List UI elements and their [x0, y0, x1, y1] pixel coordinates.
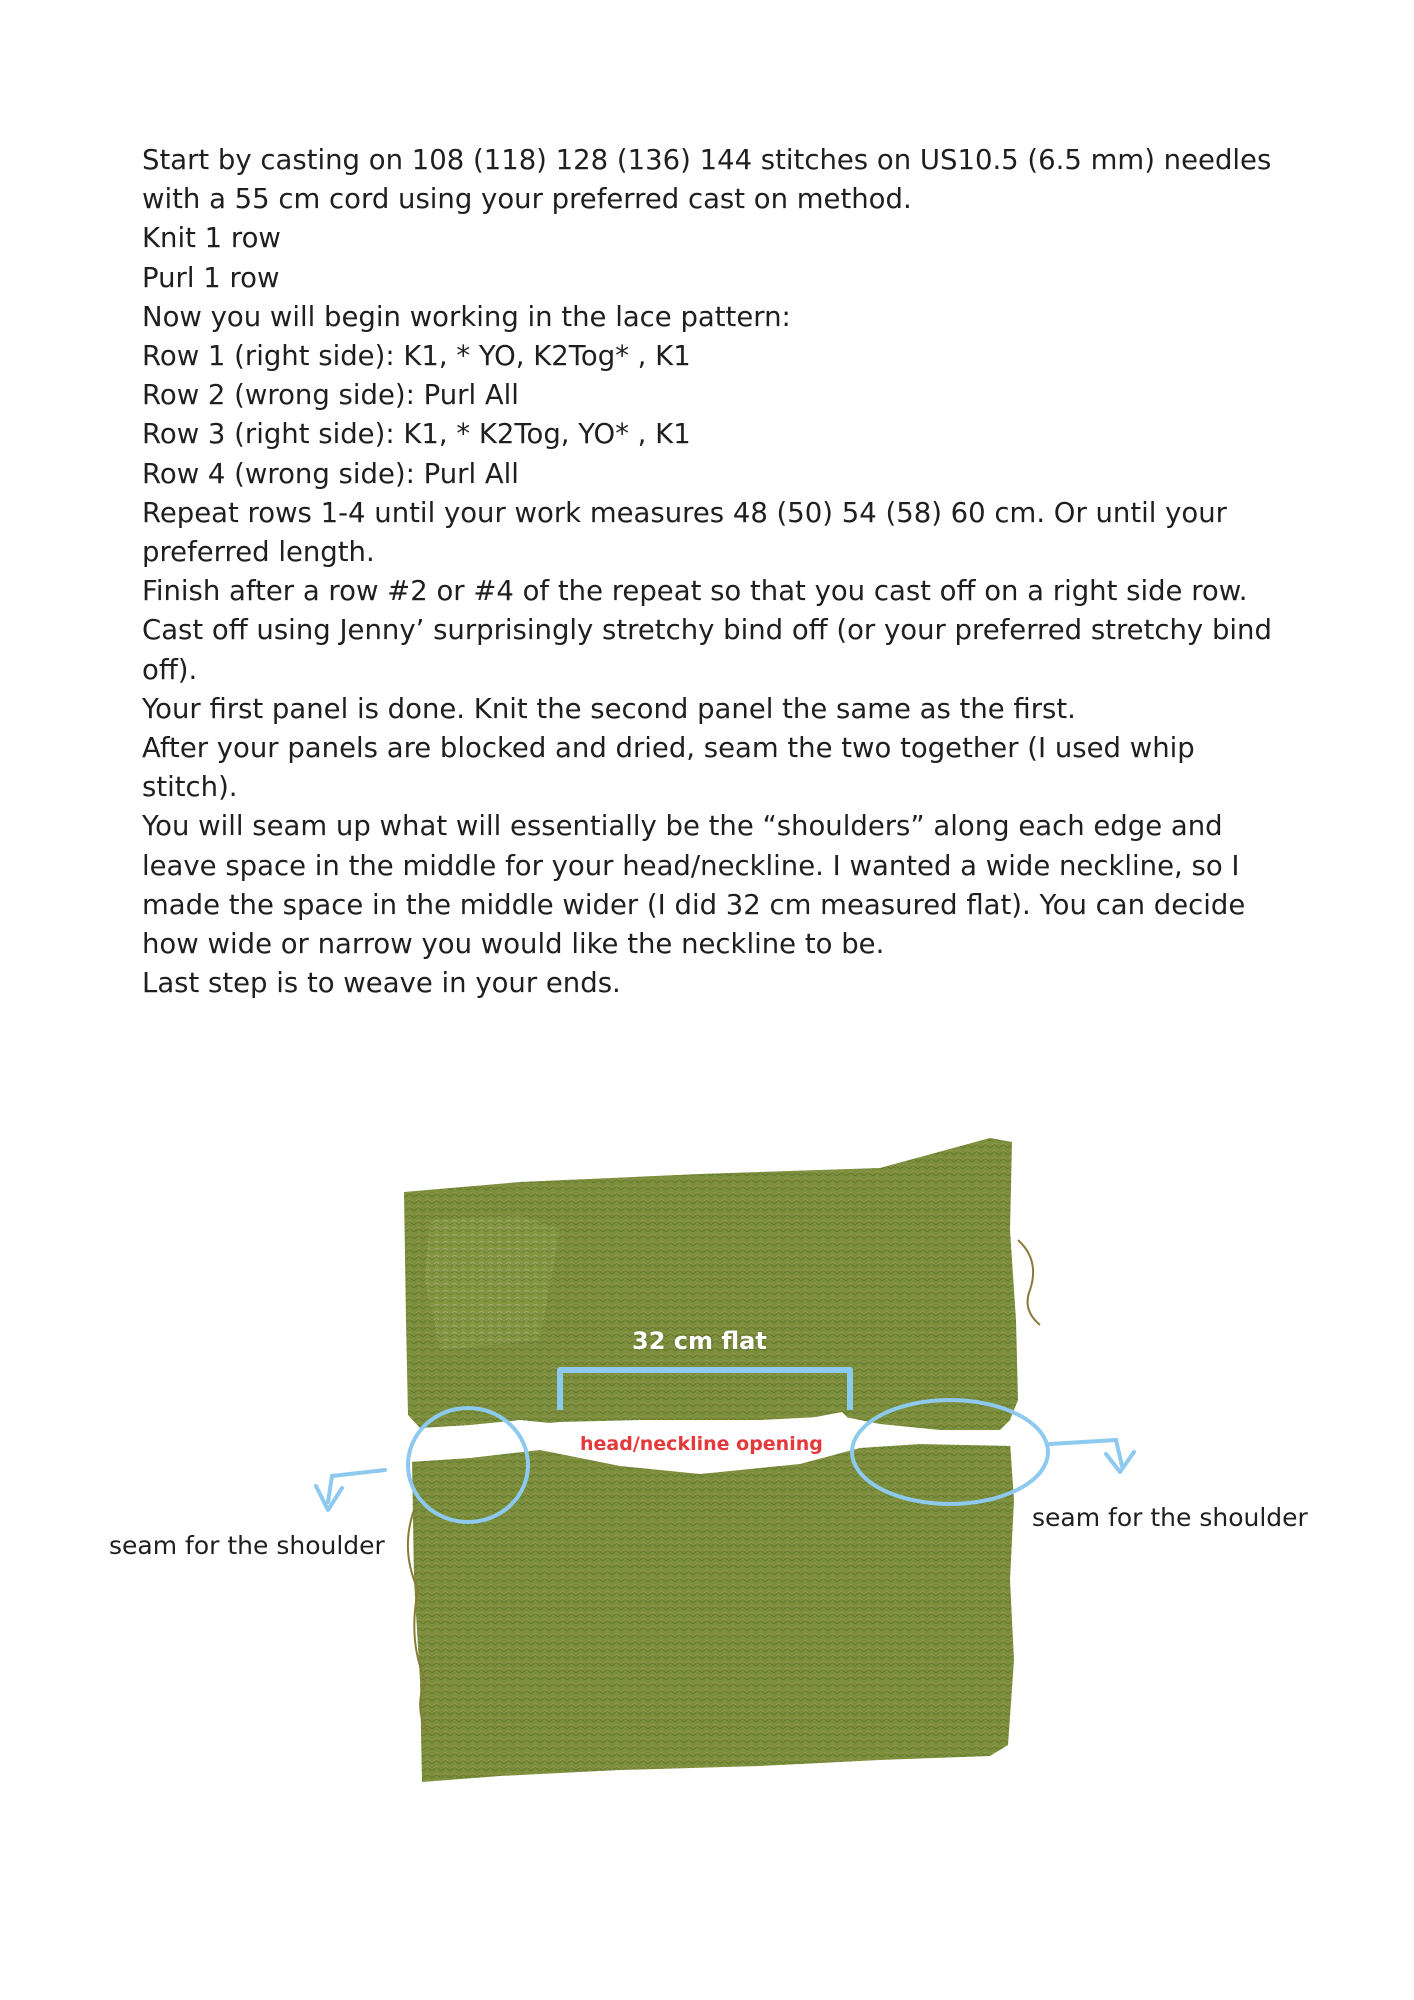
instruction-row-3: Row 3 (right side): K1, * K2Tog, YO* , K1: [142, 418, 691, 451]
knit-panels-figure: [0, 1120, 1414, 1840]
yarn-end-right: [1018, 1240, 1040, 1325]
top-panel-light-patch: [425, 1215, 560, 1350]
pattern-instructions: [142, 141, 1282, 1003]
knit-panels-illustration: [0, 1120, 1414, 1840]
instruction-second-panel: Your first panel is done. Knit the second panel the same as the first.: [142, 692, 1076, 725]
left-seam-label: seam for the shoulder: [109, 1531, 385, 1560]
instruction-row-1: Row 1 (right side): K1, * YO, K2Tog* , K1: [142, 340, 691, 373]
instruction-knit-row: Knit 1 row: [142, 222, 281, 255]
measure-label: 32 cm flat: [632, 1327, 767, 1355]
instruction-row-4: Row 4 (wrong side): Purl All: [142, 457, 519, 490]
instruction-cast-on: Start by casting on 108 (118) 128 (136) 144 stitches on US10.5 (6.5 mm) needles with a 55 cm cord using your preferred cast on method.: [142, 144, 1272, 216]
right-seam-label: seam for the shoulder: [1032, 1503, 1308, 1532]
instruction-row-2: Row 2 (wrong side): Purl All: [142, 379, 519, 412]
bottom-knit-panel: [412, 1438, 1014, 1782]
instruction-lace-intro: Now you will begin working in the lace pattern:: [142, 300, 791, 333]
neckline-opening-label: head/neckline opening: [580, 1433, 823, 1455]
instruction-seam: After your panels are blocked and dried, seam the two together (I used whip stitch).: [142, 732, 1195, 804]
instruction-repeat: Repeat rows 1-4 until your work measures 48 (50) 54 (58) 60 cm. Or until your preferred length.: [142, 496, 1227, 569]
instruction-finish: Finish after a row #2 or #4 of the repeat so that you cast off on a right side row.: [142, 575, 1248, 608]
instruction-weave-ends: Last step is to weave in your ends.: [142, 967, 621, 1000]
instruction-purl-row: Purl 1 row: [142, 261, 280, 294]
instruction-shoulders: You will seam up what will essentially be the “shoulders” along each edge and leave space in the middle for your head/neckline. I wanted a wide neckline, so I made the space in the middle wider (I did 32 cm measured flat). You can decide how wide or narrow you would like the neckline to be.: [142, 810, 1246, 961]
instruction-cast-off: Cast off using Jenny’ surprisingly stretchy bind off (or your preferred stretchy bind off).: [142, 614, 1272, 686]
